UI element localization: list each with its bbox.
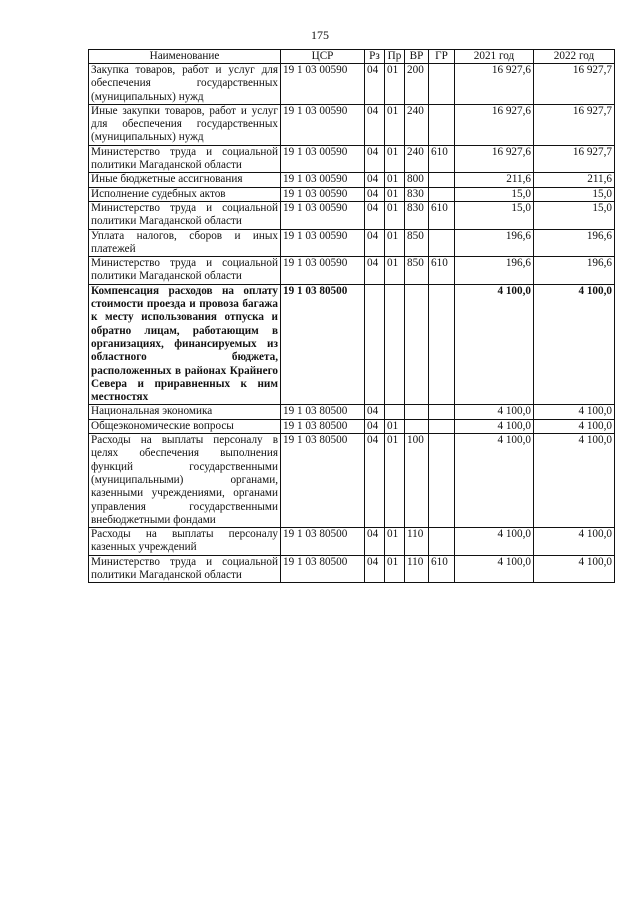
- cell-name: Министерство труда и социальной политики Магаданской области: [89, 257, 281, 285]
- header-2022: 2022 год: [534, 50, 615, 64]
- header-vr: ВР: [405, 50, 429, 64]
- cell-name: Национальная экономика: [89, 405, 281, 419]
- cell-csr: 19 1 03 80500: [281, 405, 365, 419]
- cell-csr: 19 1 03 00590: [281, 64, 365, 105]
- cell-gr: 610: [429, 145, 455, 173]
- cell-y2021: 4 100,0: [455, 284, 534, 405]
- table-row: [89, 104, 615, 145]
- cell-rz: 04: [365, 173, 385, 187]
- cell-vr: 240: [405, 145, 429, 173]
- cell-rz: 04: [365, 229, 385, 257]
- cell-vr: 850: [405, 229, 429, 257]
- cell-csr: 19 1 03 00590: [281, 145, 365, 173]
- cell-rz: 04: [365, 405, 385, 419]
- table-row: [89, 229, 615, 257]
- header-rz: Рз: [365, 50, 385, 64]
- cell-csr: 19 1 03 00590: [281, 257, 365, 285]
- cell-csr: 19 1 03 80500: [281, 419, 365, 433]
- cell-name: Иные бюджетные ассигнования: [89, 173, 281, 187]
- cell-rz: 04: [365, 555, 385, 583]
- cell-name: Министерство труда и социальной политики Магаданской области: [89, 201, 281, 229]
- header-pr: Пр: [385, 50, 405, 64]
- cell-rz: 04: [365, 145, 385, 173]
- cell-y2021: 16 927,6: [455, 104, 534, 145]
- cell-y2021: 4 100,0: [455, 419, 534, 433]
- cell-rz: [365, 284, 385, 405]
- cell-csr: 19 1 03 80500: [281, 284, 365, 405]
- cell-pr: 01: [385, 419, 405, 433]
- cell-gr: [429, 405, 455, 419]
- cell-pr: 01: [385, 229, 405, 257]
- cell-y2022: 4 100,0: [534, 405, 615, 419]
- table-row: [89, 555, 615, 583]
- table-row: [89, 64, 615, 105]
- cell-rz: 04: [365, 104, 385, 145]
- cell-rz: 04: [365, 187, 385, 201]
- cell-y2022: 4 100,0: [534, 284, 615, 405]
- cell-vr: 200: [405, 64, 429, 105]
- table-row: [89, 528, 615, 556]
- cell-gr: [429, 64, 455, 105]
- cell-pr: [385, 405, 405, 419]
- cell-rz: 04: [365, 64, 385, 105]
- cell-y2021: 211,6: [455, 173, 534, 187]
- header-2021: 2021 год: [455, 50, 534, 64]
- table-row: [89, 257, 615, 285]
- cell-vr: 240: [405, 104, 429, 145]
- table-row: [89, 419, 615, 433]
- cell-gr: [429, 419, 455, 433]
- cell-y2022: 4 100,0: [534, 419, 615, 433]
- cell-vr: [405, 419, 429, 433]
- table-row: [89, 145, 615, 173]
- cell-vr: 800: [405, 173, 429, 187]
- cell-rz: 04: [365, 419, 385, 433]
- cell-csr: 19 1 03 00590: [281, 173, 365, 187]
- table-row: [89, 201, 615, 229]
- budget-table: [88, 49, 615, 583]
- cell-vr: 110: [405, 555, 429, 583]
- cell-y2022: 15,0: [534, 187, 615, 201]
- cell-csr: 19 1 03 80500: [281, 434, 365, 528]
- cell-gr: 610: [429, 555, 455, 583]
- cell-vr: 850: [405, 257, 429, 285]
- cell-vr: 100: [405, 434, 429, 528]
- cell-vr: 830: [405, 201, 429, 229]
- cell-y2021: 16 927,6: [455, 64, 534, 105]
- cell-gr: [429, 229, 455, 257]
- cell-vr: [405, 284, 429, 405]
- cell-y2021: 4 100,0: [455, 434, 534, 528]
- cell-y2022: 15,0: [534, 201, 615, 229]
- cell-y2022: 16 927,7: [534, 64, 615, 105]
- cell-y2021: 15,0: [455, 187, 534, 201]
- cell-rz: 04: [365, 528, 385, 556]
- cell-y2022: 16 927,7: [534, 145, 615, 173]
- cell-y2021: 4 100,0: [455, 528, 534, 556]
- cell-pr: [385, 284, 405, 405]
- cell-csr: 19 1 03 00590: [281, 229, 365, 257]
- cell-rz: 04: [365, 201, 385, 229]
- cell-name: Закупка товаров, работ и услуг для обеспечения государственных (муниципальных) нужд: [89, 64, 281, 105]
- cell-gr: [429, 173, 455, 187]
- table-row: [89, 405, 615, 419]
- cell-pr: 01: [385, 434, 405, 528]
- cell-csr: 19 1 03 80500: [281, 555, 365, 583]
- cell-pr: 01: [385, 145, 405, 173]
- cell-vr: 110: [405, 528, 429, 556]
- cell-y2021: 196,6: [455, 257, 534, 285]
- cell-pr: 01: [385, 173, 405, 187]
- cell-name: Компенсация расходов на оплату стоимости проезда и провоза багажа к месту использования отпуска и обратно лицам, работающим в организациях, финансируемых из областного бюджета, расположенных в районах Крайнего Севера и приравненных к ним местностях: [89, 284, 281, 405]
- cell-vr: [405, 405, 429, 419]
- cell-gr: [429, 434, 455, 528]
- cell-name: Иные закупки товаров, работ и услуг для обеспечения государственных (муниципальных) нужд: [89, 104, 281, 145]
- cell-rz: 04: [365, 257, 385, 285]
- cell-name: Уплата налогов, сборов и иных платежей: [89, 229, 281, 257]
- cell-y2022: 196,6: [534, 257, 615, 285]
- cell-name: Общеэкономические вопросы: [89, 419, 281, 433]
- cell-gr: [429, 284, 455, 405]
- cell-y2022: 4 100,0: [534, 555, 615, 583]
- cell-csr: 19 1 03 80500: [281, 528, 365, 556]
- cell-pr: 01: [385, 528, 405, 556]
- cell-gr: 610: [429, 257, 455, 285]
- cell-csr: 19 1 03 00590: [281, 201, 365, 229]
- cell-y2022: 16 927,7: [534, 104, 615, 145]
- table-row: [89, 284, 615, 405]
- cell-gr: [429, 104, 455, 145]
- cell-y2022: 196,6: [534, 229, 615, 257]
- cell-name: Расходы на выплаты персоналу казенных учреждений: [89, 528, 281, 556]
- cell-y2022: 4 100,0: [534, 434, 615, 528]
- cell-y2021: 15,0: [455, 201, 534, 229]
- table-row: [89, 173, 615, 187]
- cell-pr: 01: [385, 257, 405, 285]
- cell-y2022: 4 100,0: [534, 528, 615, 556]
- cell-pr: 01: [385, 104, 405, 145]
- table-header-row: [89, 50, 615, 64]
- cell-gr: [429, 187, 455, 201]
- cell-y2021: 4 100,0: [455, 555, 534, 583]
- cell-y2021: 16 927,6: [455, 145, 534, 173]
- cell-name: Министерство труда и социальной политики Магаданской области: [89, 555, 281, 583]
- table-row: [89, 187, 615, 201]
- table-row: [89, 434, 615, 528]
- cell-pr: 01: [385, 555, 405, 583]
- cell-gr: 610: [429, 201, 455, 229]
- cell-name: Министерство труда и социальной политики Магаданской области: [89, 145, 281, 173]
- cell-pr: 01: [385, 201, 405, 229]
- cell-y2021: 196,6: [455, 229, 534, 257]
- cell-name: Расходы на выплаты персоналу в целях обеспечения выполнения функций государственными (муниципальными) органами, казенными учреждениями, органами управления государственными внебюджетными фондами: [89, 434, 281, 528]
- cell-csr: 19 1 03 00590: [281, 187, 365, 201]
- cell-y2021: 4 100,0: [455, 405, 534, 419]
- cell-vr: 830: [405, 187, 429, 201]
- cell-csr: 19 1 03 00590: [281, 104, 365, 145]
- cell-name: Исполнение судебных актов: [89, 187, 281, 201]
- cell-pr: 01: [385, 64, 405, 105]
- header-gr: ГР: [429, 50, 455, 64]
- cell-rz: 04: [365, 434, 385, 528]
- page-number: 175: [311, 28, 329, 42]
- header-csr: ЦСР: [281, 50, 365, 64]
- cell-y2022: 211,6: [534, 173, 615, 187]
- cell-gr: [429, 528, 455, 556]
- header-name: Наименование: [89, 50, 281, 64]
- cell-pr: 01: [385, 187, 405, 201]
